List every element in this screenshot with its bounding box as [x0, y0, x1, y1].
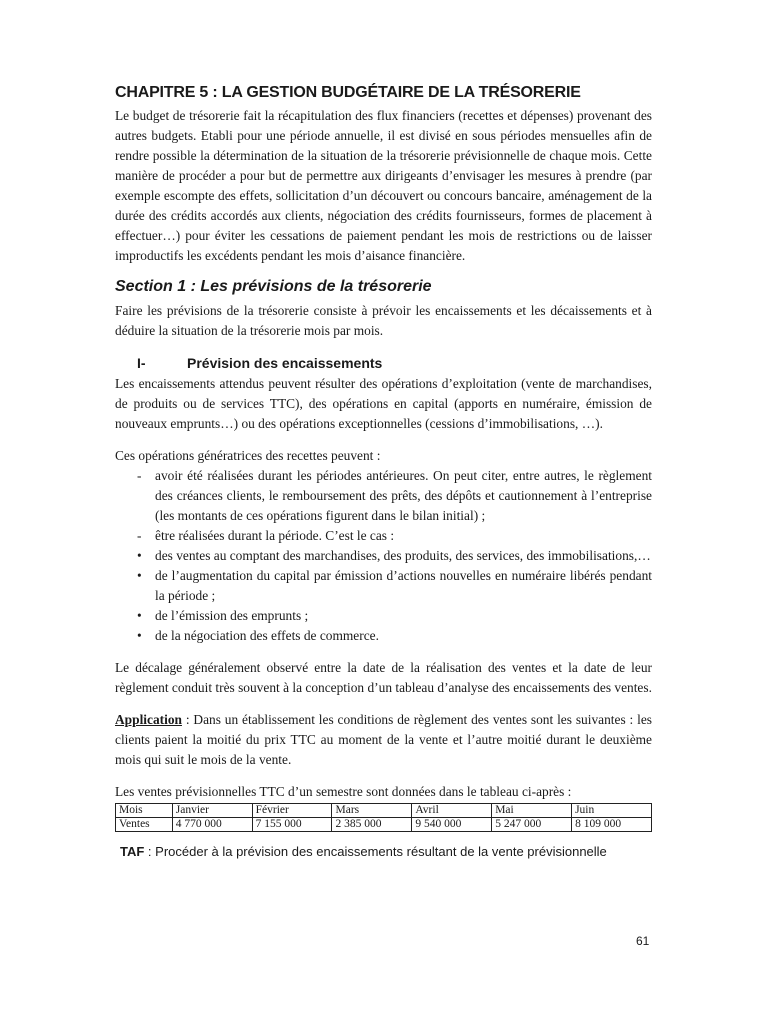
- section-intro-paragraph: Faire les prévisions de la trésorerie consiste à prévoir les encaissements et les décaissements et à déduire la situation de la trésorerie mois par mois.: [115, 303, 652, 338]
- list-marker: -: [137, 528, 142, 543]
- table-cell: Février: [252, 804, 332, 818]
- list-item: [115, 606, 652, 626]
- operations-list: [115, 466, 652, 646]
- table-cell: Juin: [572, 804, 652, 818]
- subsection-number: I-: [137, 355, 146, 371]
- application-label: Application: [115, 712, 182, 727]
- chapter-title: CHAPITRE 5 : LA GESTION BUDGÉTAIRE DE LA TRÉSORERIE: [115, 84, 581, 101]
- list-item: [115, 546, 652, 566]
- list-marker: •: [137, 628, 142, 643]
- table-cell: 9 540 000: [412, 818, 492, 832]
- list-item: [115, 466, 652, 526]
- subsection-heading: [137, 355, 652, 371]
- sales-table: [115, 803, 652, 832]
- list-marker: •: [137, 568, 142, 583]
- list-marker: -: [137, 468, 142, 483]
- table-cell: 8 109 000: [572, 818, 652, 832]
- list-item-text: de la négociation des effets de commerce.: [155, 628, 379, 643]
- table-cell: Avril: [412, 804, 492, 818]
- application-text: : Dans un établissement les conditions de règlement des ventes sont les suivantes : les clients paient la moitié du prix TTC au moment de la vente et l’autre moitié durant le deuxième mois qui suit le mois de la vente.: [115, 712, 652, 767]
- page-number: 61: [636, 934, 650, 948]
- table-header-row: [116, 804, 652, 818]
- encaissements-paragraph: Les encaissements attendus peuvent résulter des opérations d’exploitation (vente de marchandises, de produits ou de services TTC), des opérations en capital (apports en numéraire, émission de nouveaux emprunts…) ou des opérations exceptionnelles (cessions d’immobilisations, …).: [115, 376, 652, 431]
- list-marker: •: [137, 608, 142, 623]
- list-item: [115, 626, 652, 646]
- operations-intro: Ces opérations génératrices des recettes peuvent :: [115, 448, 381, 463]
- list-item: [115, 566, 652, 606]
- taf-text: : Procéder à la prévision des encaissements résultant de la vente prévisionnelle: [144, 844, 607, 859]
- table-cell: Janvier: [172, 804, 252, 818]
- taf-instruction: [115, 844, 652, 859]
- table-cell: 4 770 000: [172, 818, 252, 832]
- list-item-text: des ventes au comptant des marchandises, des produits, des services, des immobilisations,…: [155, 548, 651, 563]
- subsection-title: Prévision des encaissements: [187, 355, 383, 371]
- table-cell: Mai: [492, 804, 572, 818]
- list-item-text: être réalisées durant la période. C’est le cas :: [155, 528, 395, 543]
- list-marker: •: [137, 548, 142, 563]
- table-cell: 7 155 000: [252, 818, 332, 832]
- list-item-text: de l’émission des emprunts ;: [155, 608, 309, 623]
- table-intro: Les ventes prévisionnelles TTC d’un semestre sont données dans le tableau ci-après :: [115, 784, 572, 799]
- list-item-text: avoir été réalisées durant les périodes antérieures. On peut citer, entre autres, le règlement des créances clients, le remboursement des prêts, des dépôts et cautionnement à l’entreprise (les montants de ces opérations figurent dans le bilan initial) ;: [155, 468, 652, 523]
- taf-label: TAF: [120, 844, 145, 859]
- list-item: [115, 526, 652, 546]
- document-page: [115, 84, 652, 859]
- table-cell: Mois: [116, 804, 173, 818]
- application-paragraph: [115, 710, 652, 770]
- table-cell: Mars: [332, 804, 412, 818]
- section-title: Section 1 : Les prévisions de la trésorerie: [115, 278, 432, 295]
- table-cell: 2 385 000: [332, 818, 412, 832]
- intro-paragraph: Le budget de trésorerie fait la récapitulation des flux financiers (recettes et dépenses) provenant des autres budgets. Etabli pour une période annuelle, il est divisé en sous périodes mensuelles afin de rendre possible la détermination de la situation de la trésorerie prévisionnelle de chaque mois. Cette manière de procéder a pour but de permettre aux dirigeants d’envisager les mesures à prendre (par exemple escompte des effets, sollicitation d’un découvert ou concours bancaire, aménagement de la durée des crédits accordés aux clients, négociation des crédits fournisseurs, formes de placement à effectuer…) pour éviter les cessations de paiement pendant les mois de restrictions ou de laisser improductifs les excédents pendant les mois d’aisance financière.: [115, 108, 652, 263]
- table-cell: Ventes: [116, 818, 173, 832]
- decalage-paragraph: Le décalage généralement observé entre la date de la réalisation des ventes et la date de leur règlement conduit très souvent à la conception d’un tableau d’analyse des encaissements des ventes.: [115, 660, 652, 695]
- table-row: [116, 818, 652, 832]
- table-cell: 5 247 000: [492, 818, 572, 832]
- list-item-text: de l’augmentation du capital par émission d’actions nouvelles en numéraire libérés pendant la période ;: [155, 568, 652, 603]
